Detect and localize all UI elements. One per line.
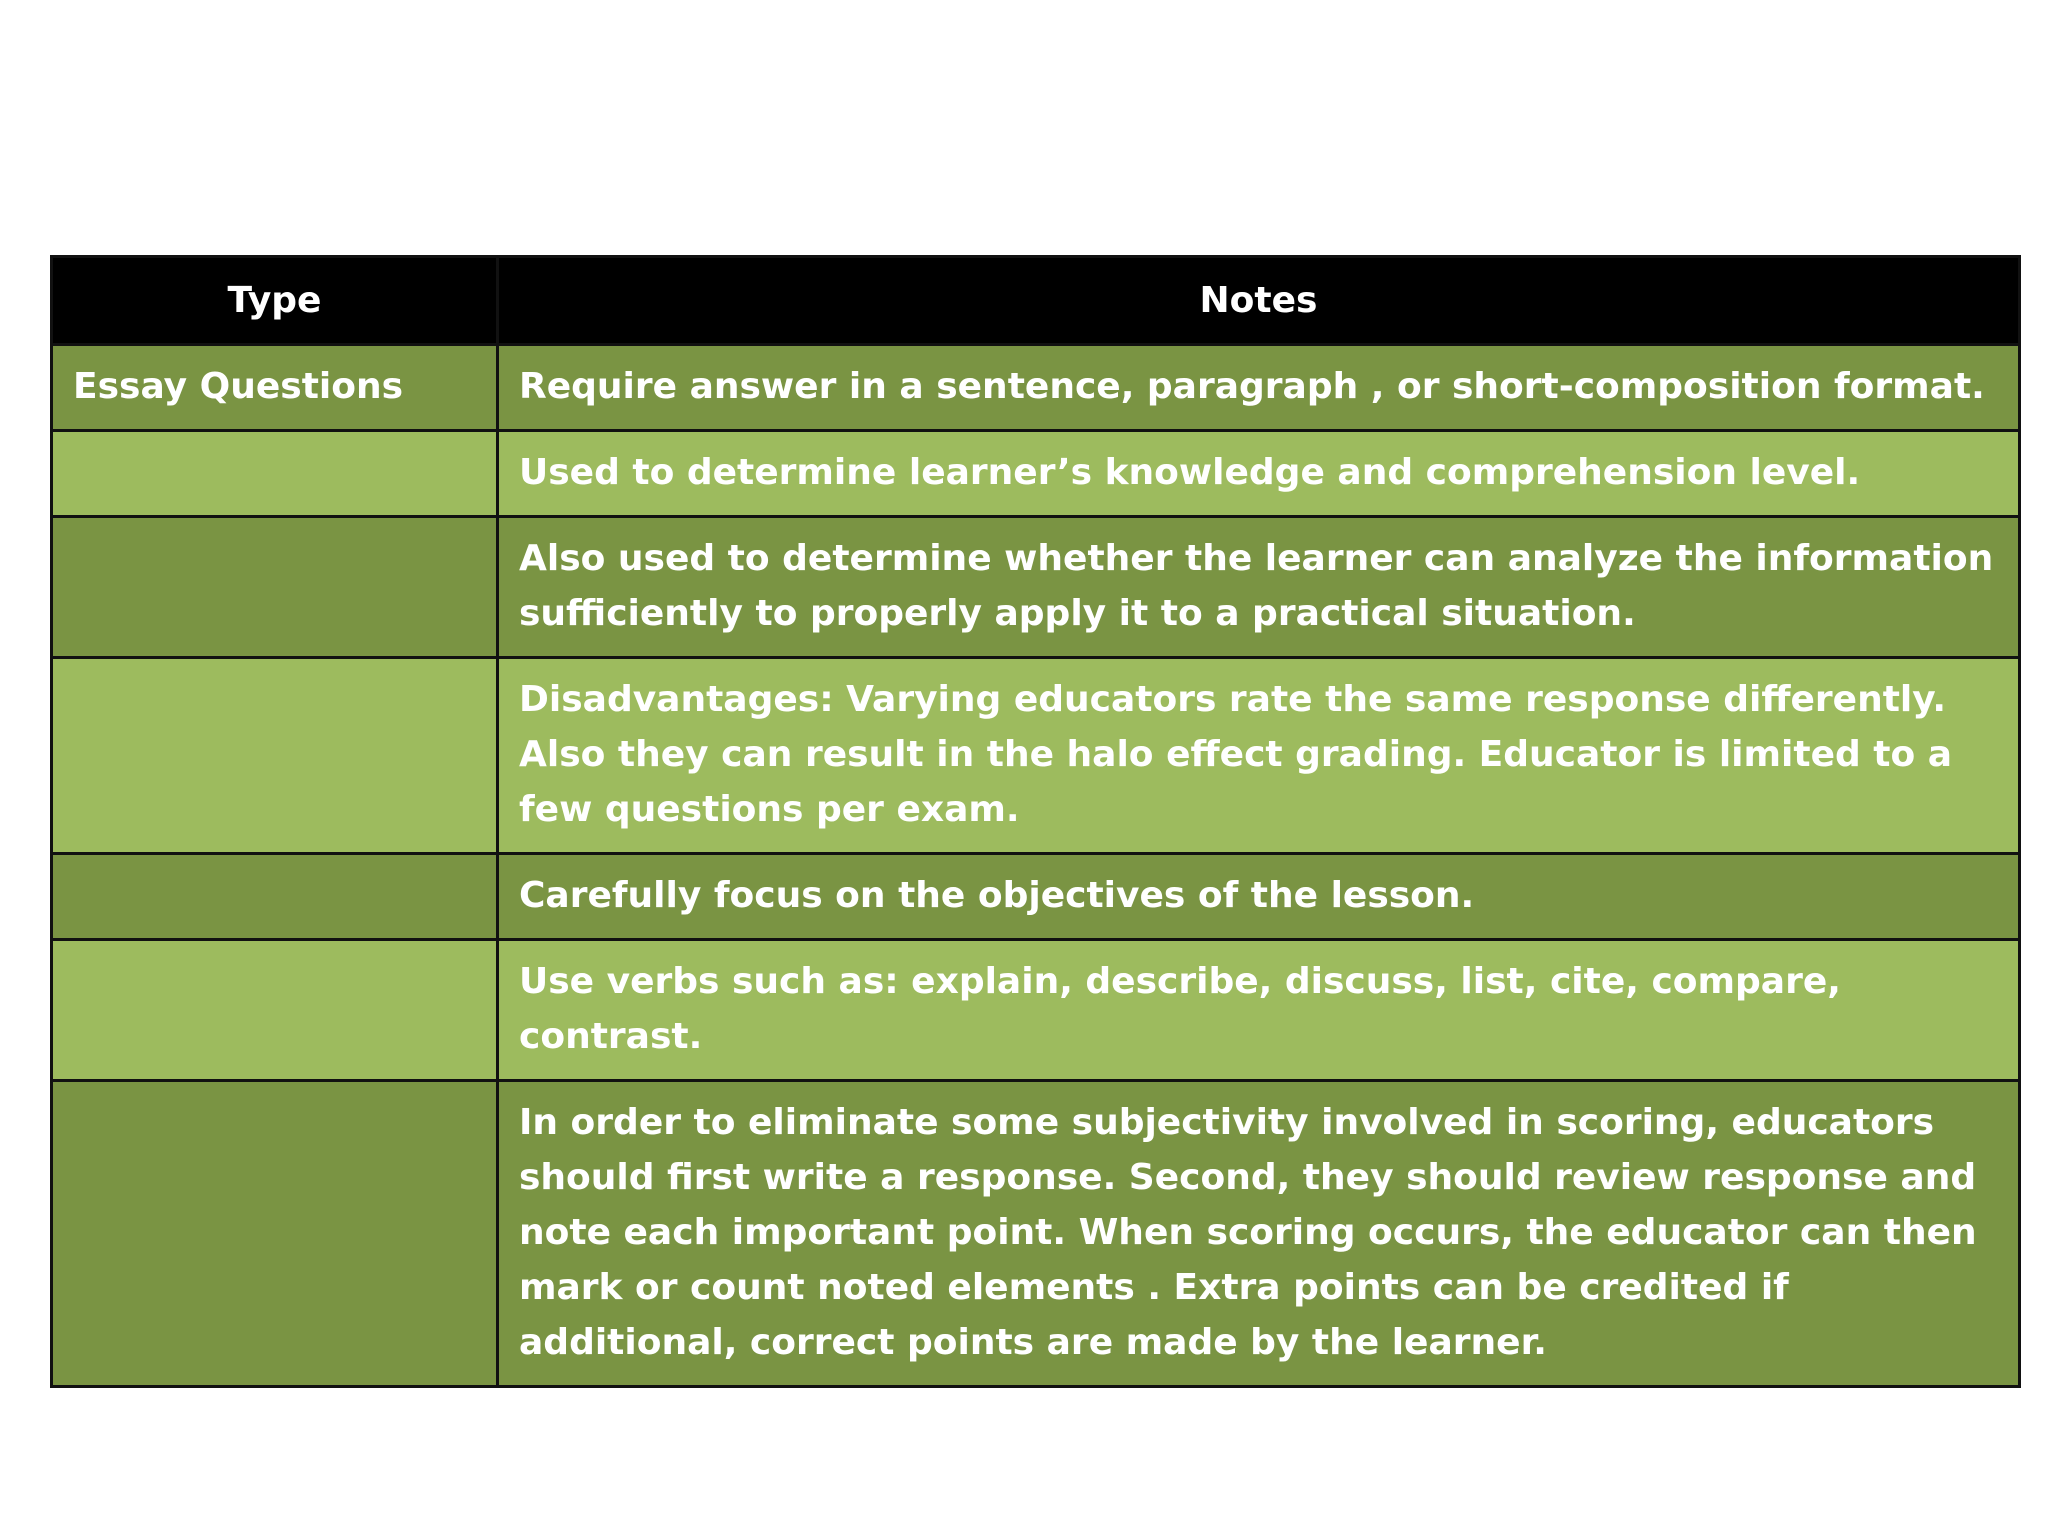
notes-cell: Carefully focus on the objectives of the lesson. xyxy=(498,854,2020,940)
table-header-row xyxy=(52,257,2020,345)
table-row xyxy=(52,1081,2020,1387)
table-row xyxy=(52,345,2020,431)
essay-questions-table xyxy=(50,255,2021,1388)
notes-cell: Disadvantages: Varying educators rate the same response differently. Also they can result in the halo effect grading. Educator is limited to a few questions per exam. xyxy=(498,658,2020,854)
table-row xyxy=(52,431,2020,517)
type-cell xyxy=(52,431,498,517)
table-row xyxy=(52,940,2020,1081)
notes-cell: Used to determine learner’s knowledge and comprehension level. xyxy=(498,431,2020,517)
header-notes: Notes xyxy=(498,257,2020,345)
notes-cell: Require answer in a sentence, paragraph , or short-composition format. xyxy=(498,345,2020,431)
notes-cell: Also used to determine whether the learner can analyze the information sufficiently to properly apply it to a practical situation. xyxy=(498,517,2020,658)
notes-cell: Use verbs such as: explain, describe, discuss, list, cite, compare, contrast. xyxy=(498,940,2020,1081)
type-cell xyxy=(52,854,498,940)
table-row xyxy=(52,517,2020,658)
type-cell xyxy=(52,1081,498,1387)
type-cell xyxy=(52,940,498,1081)
table-row xyxy=(52,658,2020,854)
type-cell: Essay Questions xyxy=(52,345,498,431)
header-type: Type xyxy=(52,257,498,345)
type-cell xyxy=(52,517,498,658)
type-cell xyxy=(52,658,498,854)
table-row xyxy=(52,854,2020,940)
notes-cell: In order to eliminate some subjectivity involved in scoring, educators should first write a response. Second, they should review response and note each important point. When scoring occurs, the educator can then mark or count noted elements . Extra points can be credited if additional, correct points are made by the learner. xyxy=(498,1081,2020,1387)
